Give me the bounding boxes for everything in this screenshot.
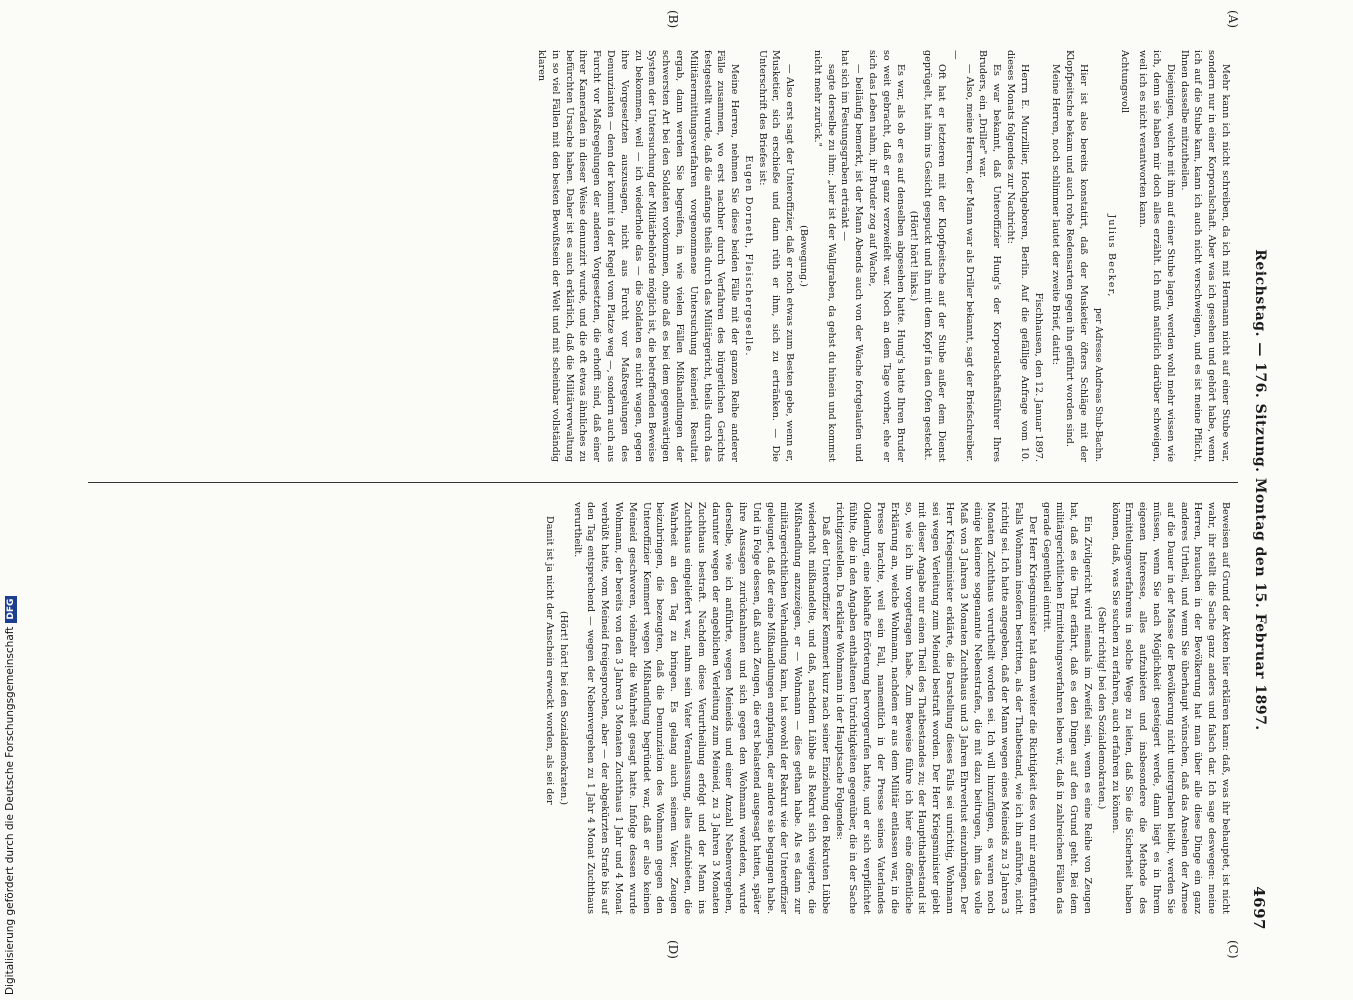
digitization-credit (4, 596, 17, 995)
margin-letter-c: (C) (1226, 940, 1240, 959)
running-head: Reichstag. — 176. Sitzung. Montag den 15. Februar 1897. (1252, 249, 1268, 731)
paragraph: Mehr kann ich nicht schreiben, da ich mit Hermann nicht auf einer Stube war, sondern nur in einer Korporalschaft. Aber was ich gesehen und gehört habe, wenn ich auf die Stube kam, kann ich auch nicht verschweigen, und es ist meine Pflicht, Ihnen dasselbe mitzutheilen. (1178, 50, 1231, 462)
paragraph: Meine Herren, nehmen Sie diese beiden Fälle mit der ganzen Reihe anderer Fälle zusammen, wo erst nachher durch Verfahren des bürgerlichen Gerichts festgestellt wurde, daß die anfangs theils durch das Militärgericht, theils durch das Militärermittlungsverfahren vorgenommene Untersuchung keinerlei Resultat ergab, dann werden Sie begreifen, in wie vielen Fällen Mißhandlungen der schwersten Art bei den Soldaten vorkommen, ohne daß es bei dem gegenwärtigen System der Untersuchung der Militärbehörde möglich ist, die betreffenden Beweise zu bekommen, weil — ich wiederhole das — die Soldaten es nicht wagen, gegen ihre Vorgesetzten auszusagen, nicht aus Furcht vor Maßregelungen des Denunzianten — denn der kommt in der Regel vom Platze weg —, sondern auch aus Furcht vor Maßregelungen der anderen Vorgesetzten, die erhofft sind, daß einer ihrer Kameraden in dieser Weise denunzirt wurde, und die oft etwas ähnliches zu befürchten Ursache haben. Daher ist es auch erklärlich, daß die Militärverwaltung in so viel Fällen mit den besten Bewußtsein der Welt und mit scheinbar vollständig klaren (535, 50, 741, 462)
letter-signature: Julius Becker, (1105, 214, 1117, 298)
paragraph: Es war bekannt, daß Unteroffizier Hung's der Korporalschaftsführer Ihres Bruders, ein „Driller" war. (977, 50, 1003, 462)
rotated-page (85, 10, 1270, 959)
paragraph: Oft hat er letzteren mit der Klopfpeitsche auf der Stube außer dem Dienst geprügelt, hat ihm ins Gesicht gespuckt und ihn mit dem Kopf in den Ofen gesteckt. (922, 50, 948, 462)
paragraph: Ein Zivilgericht wird niemals im Zweifel sein, wenn es eine Reihe von Zeugen hat, daß es die That erfährt, daß es den Dingen auf den Grund geht. Bei dem militärgerichtlichen Ermittelungsverfahren leben wir, daß in zahlreichen Fällen das gerade Gegentheil eintritt. (1040, 502, 1094, 914)
margin-letter-b: (B) (666, 10, 680, 29)
letter-closing: Achtungsvoll (1119, 50, 1131, 114)
paragraph: Herrn E. Murzillier, Hochgeboren, Berlin. Auf die gefällige Anfrage vom 10. dieses Monats folgendes zur Nachricht: (1005, 50, 1030, 462)
letter-signature: Eugen Dorneth, Fleischergeselle. (742, 155, 754, 357)
page-header (1244, 50, 1270, 930)
letter-address: per Adresse Andreas Stub-Bachn. (1092, 308, 1103, 462)
page-number: 4697 (1250, 886, 1268, 930)
margin-letter-d: (D) (666, 940, 680, 959)
right-column (542, 502, 1232, 914)
paragraph: — Also, meine Herren, der Mann war als Driller bekannt, sagt der Briefschreiber. — (949, 50, 975, 462)
left-column (534, 50, 1232, 462)
interjection: (Hört! hört! links.) (908, 210, 920, 302)
paragraph: Damit ist ja nicht der Anschein erweckt worden, als sei der (543, 516, 555, 805)
paragraph: Diejenigen, welche mit ihm auf einer Stube lagen, werden wohl mehr wissen wie ich, denn sie haben mir doch alles erzählt. Ich muß natürlich darüber schweigen, weil ich es nicht verantworten kann. (1137, 50, 1176, 462)
interjection: (Hört! hört! bei den Sozialdemokraten.) (557, 610, 569, 806)
dfg-logo: DFG (5, 596, 17, 623)
paragraph: — beiläufig bemerkt, ist der Mann Abends auch von der Wache fortgelaufen und hat sich im Festungsgraben ertränkt — (839, 50, 865, 462)
letter-date: Fischhausen, den 12. Januar 1897. (1032, 292, 1044, 462)
paragraph: — Also erst sagt der Unteroffizier, daß er noch etwas zum Besten gebe, wenn er, Musketier, sich erschieße und dann rüth er ihm, sich zu ertränken. — Die Unterschrift des Briefes ist: (756, 50, 796, 462)
paragraph: Meine Herren, noch schlimmer lautet der zweite Brief, datirt: (1050, 64, 1062, 365)
paragraph: sagte derselbe zu ihm: „hier ist der Wallgraben, da gehst du hinein und kommst nicht mehr zurück." (811, 50, 837, 462)
margin-letter-a: (A) (1226, 10, 1240, 29)
paragraph: Der Herr Kriegsminister hat dann weiter die Richtigkeit des von mir angeführten Falls Wohmann insofern bestritten, als der Thatbestand, wie ich ihn anführte, nicht richtig sei. Ich hatte angegeben, daß der Mann wegen eines Meineids zu 3 Jahren 3 Monaten Zuchthaus verurtheilt worden sei. Ich will hinzufügen, es waren noch einige kleinere sogenannte Nebenstrafen, die mit dazu beitrugen, ihm das volle Maß von 3 Jahren 3 Monaten Zuchthaus und 3 Jahren Ehrverlust einzubringen. Der Herr Kriegsminister erklärte, die Darstellung dieses Falls sei unrichtig, Wohmann sei wegen Verleitung zum Meineid bestraft worden. Der Herr Kriegsminister giebt mit dieser Angabe nur einen Theil des Thatbestandes zu; der Hauptthatbestand ist so, wie ich ihn vorgetragen habe. Zum Beweise führe ich hier eine öffentliche Erklärung an, welche Wohmann, nachdem er aus dem Militär entlassen war, in die Presse brachte, weil sein Fall, namentlich in der Presse seines Vaterlandes Oldenburg, eine lebhafte Erörterung hervorgerufen hatte, und er sich verpflichtet fühlte, die in den Angaben enthaltenen Unrichtigkeiten gegenüber, die in der Sache richtigzustellen. Da erklärte Wohmann in der Hauptsache Folgendes: (833, 502, 1038, 914)
paragraph: Es war, als ob er es auf denselben abgesehen hatte. Hung's hatte Ihren Bruder so weit gebracht, daß er ganz verzweifelt war. Noch an dem Tage vorher, ehe er sich das Leben nahm, ihr Bruder zog auf Wache, (867, 50, 906, 462)
paragraph: Daß der Unteroffizier Kemmert kurz nach seiner Einziehung den Rekruten Lübbe wiederholt mißhandelte, und daß, nachdem Lübbe als Rekrut sich weigerte, die Mißhandlung anzuzeigen, er — Wohmann — dies gethan habe. Als es dann zur militärgerichtlichen Verhandlung kam, hat sowohl der Rekrut wie der Unteroffizier geleugnet, daß der eine Mißhandlungen empfangen, der andere sie begangen habe. Und in Folge dessen, daß auch Zeugen, die erst belastend ausgesagt hatten, später ihre Aussagen zurücknahmen und sich gegen den Wohmann wendeten, wurde derselbe, wie ich anführte, wegen Meineids und einer Anzahl Nebenvergehen, darunter wegen der angeblichen Verleitung zum Meineid, zu 3 Jahren 3 Monaten Zuchthaus bestraft. Nachdem diese Verurtheilung erfolgt und der Mann ins Zuchthaus eingeliefert war, nahm sein Vater Veranlassung, alles aufzubieten, die Wahrheit an den Tag zu bringen. Es gelang auch seinem Vater, Zeugen beizubringen, die bezeugten, daß die Denunziation des Wohmann gegen den Unteroffizier Kemmert wegen Mißhandlung begründet war, daß er also keinen Meineid geschworen, vielmehr die Wahrheit gesagt hatte. Infolge dessen wurde Wohmann, der bereits von den 3 Jahren 3 Monaten Zuchthaus 1 Jahr und 4 Monat verbüßt hatte, vom Meineid freigesprochen, aber — der abgekürzten Strafe bis auf den Tag entsprechend — wegen der Nebenvergehen zu 1 Jahr 4 Monat Zuchthaus verurtheilt. (571, 502, 831, 914)
column-divider (88, 482, 1238, 483)
interjection: (Bewegung.) (798, 225, 810, 287)
paragraph: Hier ist also bereits konstatirt, daß der Musketier öfters Schläge mit der Klopfpeitsche bekam und auch rohe Redensarten gegen ihn geführt worden sind. (1064, 50, 1090, 462)
credit-text: Digitalisierung gefördert durch die Deutsche Forschungsgemeinschaft (4, 626, 16, 995)
interjection: (Sehr richtig! bei den Sozialdemokraten.) (1095, 606, 1107, 810)
paragraph: Beweisen auf Grund der Akten hier erklären kann: daß, was ihr behauptet, ist nicht wahr, ihr stellt die Sache ganz anders und falsch dar. Ich sage deswegen: meine Herren, brauchen in der Bevölkerung hat man über alle diese Dinge ein ganz anderes Urtheil, und wenn Sie überhaupt wünschen, daß das Ansehen der Armee auf die Dauer in der Masse der Bevölkerung nicht untergraben bleibt, werden Sie müssen, wenn Sie nach Möglichkeit gesteigert werde, dann liegt es in Ihrem eigenen Interesse, alles aufzubieten und insbesondere die Methode des Ermittelungsverfahrens in solche Wege zu leiten, daß Sie die Sicherheit haben können, daß, was Sie suchen zu erfahren, auch erfahren zu können. (1109, 502, 1231, 914)
